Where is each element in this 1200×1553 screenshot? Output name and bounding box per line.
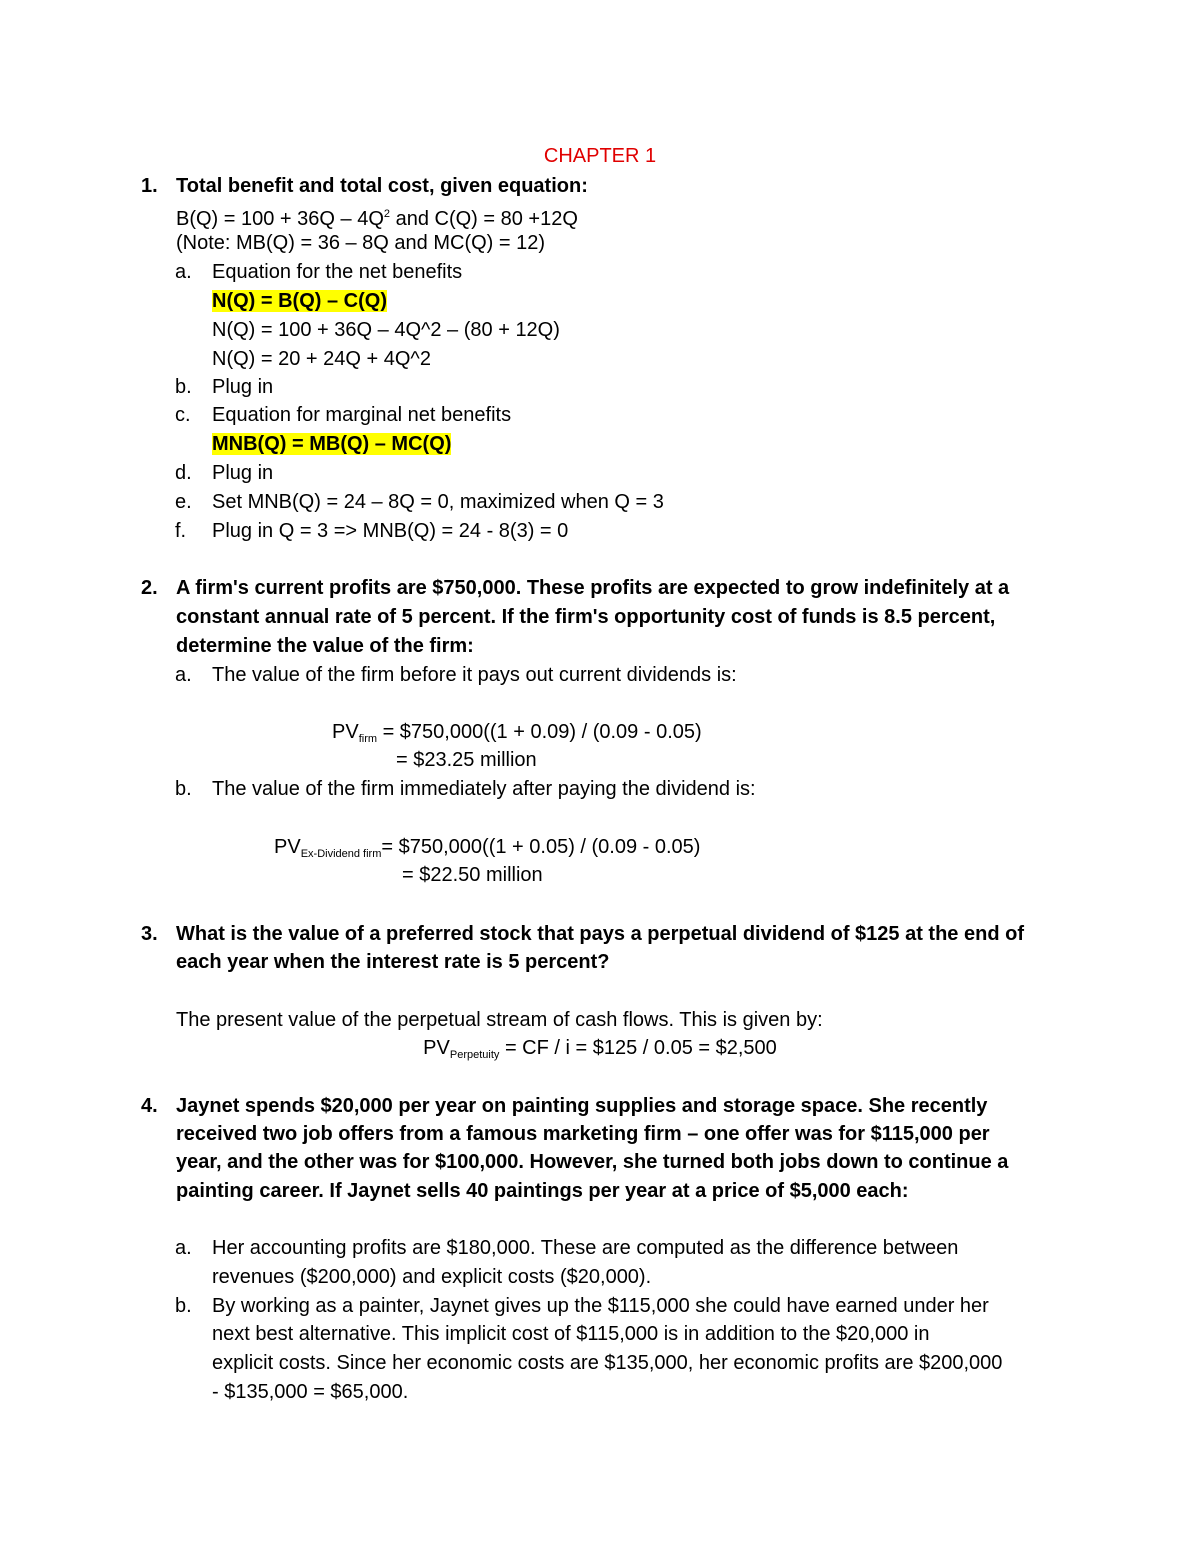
q4-item-b-line-2: next best alternative. This implicit cost of $115,000 is in addition to the $20,000 in — [212, 1323, 930, 1345]
q1-item-b-letter: b. — [175, 376, 192, 398]
q1-item-a-highlight — [212, 287, 387, 315]
q1-heading: Total benefit and total cost, given equation: — [176, 175, 588, 197]
q1-item-c-letter: c. — [175, 404, 191, 426]
q4-number: 4. — [141, 1095, 158, 1117]
q1-note: (Note: MB(Q) = 36 – 8Q and MC(Q) = 12) — [176, 232, 546, 254]
q2-number: 2. — [141, 577, 158, 599]
q1-item-e-letter: e. — [175, 491, 192, 513]
q3-line-1: What is the value of a preferred stock that pays a perpetual dividend of $125 at the end of — [176, 923, 1024, 945]
q1-item-c-highlight — [212, 430, 451, 458]
q3-pv-subscript: Perpetuity — [449, 1049, 500, 1061]
q4-item-b-line-4: - $135,000 = $65,000. — [212, 1381, 409, 1403]
q4-item-b-line-1: By working as a painter, Jaynet gives up the $115,000 she could have earned under her — [212, 1295, 989, 1317]
q1-item-b-text: Plug in — [212, 376, 274, 398]
q1-item-d-text: Plug in — [212, 462, 274, 484]
q3-pv: PV — [423, 1037, 450, 1059]
q2-item-b-letter: b. — [175, 778, 192, 800]
q1-item-a-line2: N(Q) = 100 + 36Q – 4Q^2 – (80 + 12Q) — [212, 319, 560, 341]
q2-item-b-text: The value of the firm immediately after paying the dividend is: — [212, 778, 756, 800]
net-benefit-formula: N(Q) = B(Q) – C(Q) — [212, 290, 387, 312]
q2-item-a-letter: a. — [175, 664, 192, 686]
q2-item-a-text: The value of the firm before it pays out current dividends is: — [212, 664, 737, 686]
q2-a-equation: = $750,000((1 + 0.09) / (0.09 - 0.05) — [377, 721, 702, 743]
q2-b-pv-subscript: Ex-Dividend firm — [300, 848, 382, 860]
q1-item-a-text: Equation for the net benefits — [212, 261, 463, 283]
q2-line-3: determine the value of the firm: — [176, 635, 474, 657]
q2-line-2: constant annual rate of 5 percent. If the firm's opportunity cost of funds is 8.5 percent, — [176, 606, 996, 628]
q1-item-a-letter: a. — [175, 261, 192, 283]
q4-line-2: received two job offers from a famous marketing firm – one offer was for $115,000 per — [176, 1123, 990, 1145]
q4-item-b-letter: b. — [175, 1295, 192, 1317]
chapter-title: CHAPTER 1 — [543, 145, 657, 167]
q1-equation-benefit: B(Q) = 100 + 36Q – 4Q — [176, 208, 384, 230]
q2-a-pv: PV — [332, 721, 359, 743]
q3-number: 3. — [141, 923, 158, 945]
q4-item-a-letter: a. — [175, 1237, 192, 1259]
q2-b-equation: = $750,000((1 + 0.05) / (0.09 - 0.05) — [381, 836, 701, 858]
q1-item-d-letter: d. — [175, 462, 192, 484]
q4-line-1: Jaynet spends $20,000 per year on painting supplies and storage space. She recently — [176, 1095, 988, 1117]
q2-a-result: = $23.25 million — [396, 749, 537, 771]
q3-formula — [0, 1034, 1200, 1069]
q1-item-f-letter: f. — [175, 520, 187, 542]
q4-item-a-line-2: revenues ($200,000) and explicit costs ($20,000). — [212, 1266, 652, 1288]
q1-number: 1. — [141, 175, 158, 197]
q1-equation-exponent: 2 — [383, 208, 391, 220]
q1-equation-cost: and C(Q) = 80 +12Q — [390, 208, 578, 230]
q4-item-a-line-1: Her accounting profits are $180,000. These are computed as the difference between — [212, 1237, 959, 1259]
q4-line-4: painting career. If Jaynet sells 40 paintings per year at a price of $5,000 each: — [176, 1180, 909, 1202]
q4-item-b-line-3: explicit costs. Since her economic costs are $135,000, her economic profits are $200,000 — [212, 1352, 1003, 1374]
q1-item-c-text: Equation for marginal net benefits — [212, 404, 512, 426]
q1-item-f-text: Plug in Q = 3 => MNB(Q) = 24 - 8(3) = 0 — [212, 520, 569, 542]
q2-b-result: = $22.50 million — [402, 864, 543, 886]
q2-b-pv: PV — [274, 836, 301, 858]
q3-equation: = CF / i = $125 / 0.05 = $2,500 — [499, 1037, 777, 1059]
q3-line-2: each year when the interest rate is 5 percent? — [176, 951, 610, 973]
q4-line-3: year, and the other was for $100,000. However, she turned both jobs down to continue a — [176, 1151, 1009, 1173]
q2-line-1: A firm's current profits are $750,000. These profits are expected to grow indefinitely at a — [176, 577, 1010, 599]
q3-body: The present value of the perpetual stream of cash flows. This is given by: — [176, 1009, 823, 1031]
q1-item-e-text: Set MNB(Q) = 24 – 8Q = 0, maximized when Q = 3 — [212, 491, 664, 513]
q2-a-pv-subscript: firm — [358, 733, 378, 745]
q1-item-a-line3: N(Q) = 20 + 24Q + 4Q^2 — [212, 348, 431, 370]
marginal-net-benefit-formula: MNB(Q) = MB(Q) – MC(Q) — [212, 433, 452, 455]
